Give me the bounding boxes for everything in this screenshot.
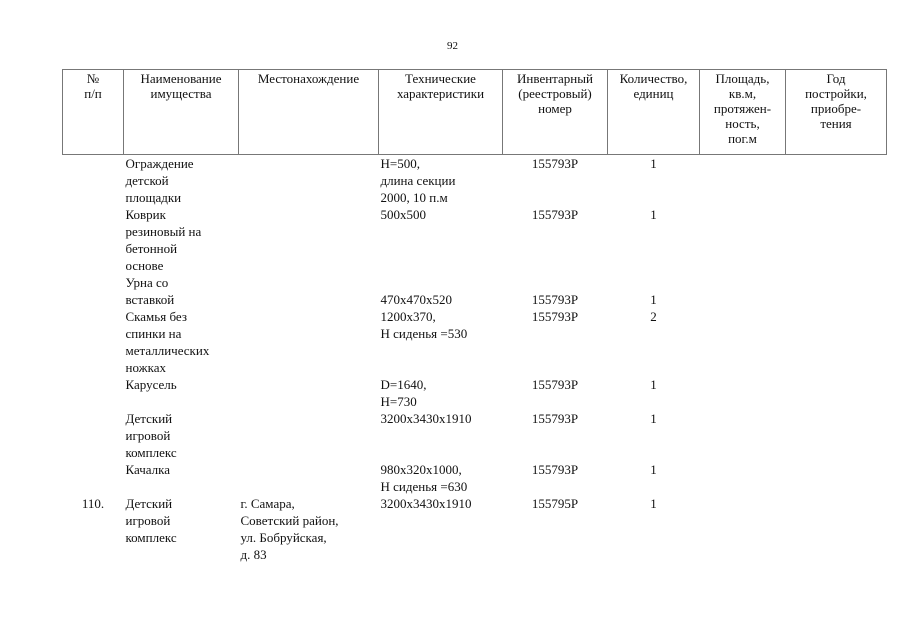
cell-year xyxy=(786,274,887,308)
page-number: 92 xyxy=(447,40,458,52)
cell-year xyxy=(786,495,887,563)
cell-name: Скамья без спинки на металлических ножках xyxy=(125,309,210,375)
cell-area xyxy=(700,376,786,410)
table-row xyxy=(63,376,887,410)
cell-name: Детский игровой комплекс xyxy=(125,496,177,545)
cell-location xyxy=(239,274,379,308)
cell-name: Урна со вставкой xyxy=(125,275,175,307)
cell-inventory: 155793Р xyxy=(531,156,579,171)
cell-location xyxy=(239,308,379,376)
cell-location: г. Самара, Советский район, ул. Бобруйская, д. 83 xyxy=(240,496,339,562)
cell-num xyxy=(63,155,124,207)
table-row xyxy=(63,308,887,376)
cell-inventory: 155793Р xyxy=(531,292,579,307)
table-row xyxy=(63,206,887,274)
cell-name: Карусель xyxy=(125,377,177,392)
cell-year xyxy=(786,461,887,495)
cell-inventory: 155793Р xyxy=(531,462,579,477)
cell-name: Ограждение детской площадки xyxy=(125,156,194,205)
header-num: № п/п xyxy=(63,70,124,155)
cell-num xyxy=(63,410,124,461)
cell-area xyxy=(700,495,786,563)
table-row xyxy=(63,274,887,308)
cell-num xyxy=(63,206,124,274)
cell-area xyxy=(700,155,786,207)
cell-num xyxy=(63,308,124,376)
cell-inventory: 155793Р xyxy=(531,411,579,426)
cell-year xyxy=(786,206,887,274)
cell-tech: 470x470x520 xyxy=(380,292,452,307)
cell-quantity: 2 xyxy=(650,309,657,324)
cell-area xyxy=(700,308,786,376)
cell-name: Коврик резиновый на бетонной основе xyxy=(125,207,202,273)
cell-tech: D=1640, H=730 xyxy=(380,377,427,409)
cell-area xyxy=(700,461,786,495)
header-inventory: Инвентарный (реестровый) номер xyxy=(503,70,608,155)
cell-name: Детский игровой комплекс xyxy=(125,411,177,460)
cell-location xyxy=(239,410,379,461)
table-body xyxy=(63,155,887,564)
header-area: Площадь, кв.м, протяжен- ность, пог.м xyxy=(700,70,786,155)
cell-quantity: 1 xyxy=(650,411,657,426)
cell-year xyxy=(786,308,887,376)
property-table xyxy=(62,69,887,563)
cell-area xyxy=(700,410,786,461)
cell-year xyxy=(786,155,887,207)
cell-year xyxy=(786,410,887,461)
table-row xyxy=(63,495,887,563)
cell-name: Качалка xyxy=(125,462,171,477)
cell-tech: 3200x3430x1910 xyxy=(380,411,472,426)
cell-location xyxy=(239,206,379,274)
table-row xyxy=(63,461,887,495)
cell-location xyxy=(239,376,379,410)
cell-tech: 500x500 xyxy=(380,207,426,222)
cell-area xyxy=(700,274,786,308)
cell-num xyxy=(63,461,124,495)
cell-area xyxy=(700,206,786,274)
cell-inventory: 155793Р xyxy=(531,377,579,392)
cell-quantity: 1 xyxy=(650,292,657,307)
table-row xyxy=(63,155,887,207)
cell-year xyxy=(786,376,887,410)
cell-tech: H=500, длина секции 2000, 10 п.м xyxy=(380,156,456,205)
cell-location xyxy=(239,461,379,495)
cell-inventory: 155795Р xyxy=(531,496,579,511)
cell-inventory: 155793Р xyxy=(531,309,579,324)
cell-quantity: 1 xyxy=(650,377,657,392)
table-row xyxy=(63,410,887,461)
cell-tech: 3200x3430x1910 xyxy=(380,496,472,511)
cell-location xyxy=(239,155,379,207)
cell-num xyxy=(63,274,124,308)
cell-quantity: 1 xyxy=(650,462,657,477)
cell-num: 110. xyxy=(81,496,105,511)
cell-quantity: 1 xyxy=(650,156,657,171)
header-name: Наименование имущества xyxy=(124,70,239,155)
cell-tech: 980x320x1000, H сиденья =630 xyxy=(380,462,468,494)
header-tech: Технические характеристики xyxy=(379,70,503,155)
cell-tech: 1200x370, H сиденья =530 xyxy=(380,309,468,341)
table-header xyxy=(63,70,887,155)
cell-inventory: 155793Р xyxy=(531,207,579,222)
cell-num xyxy=(63,376,124,410)
cell-quantity: 1 xyxy=(650,207,657,222)
cell-quantity: 1 xyxy=(650,496,657,511)
header-year: Год постройки, приобре- тения xyxy=(786,70,887,155)
header-quantity: Количество, единиц xyxy=(608,70,700,155)
header-location: Местонахождение xyxy=(239,70,379,155)
